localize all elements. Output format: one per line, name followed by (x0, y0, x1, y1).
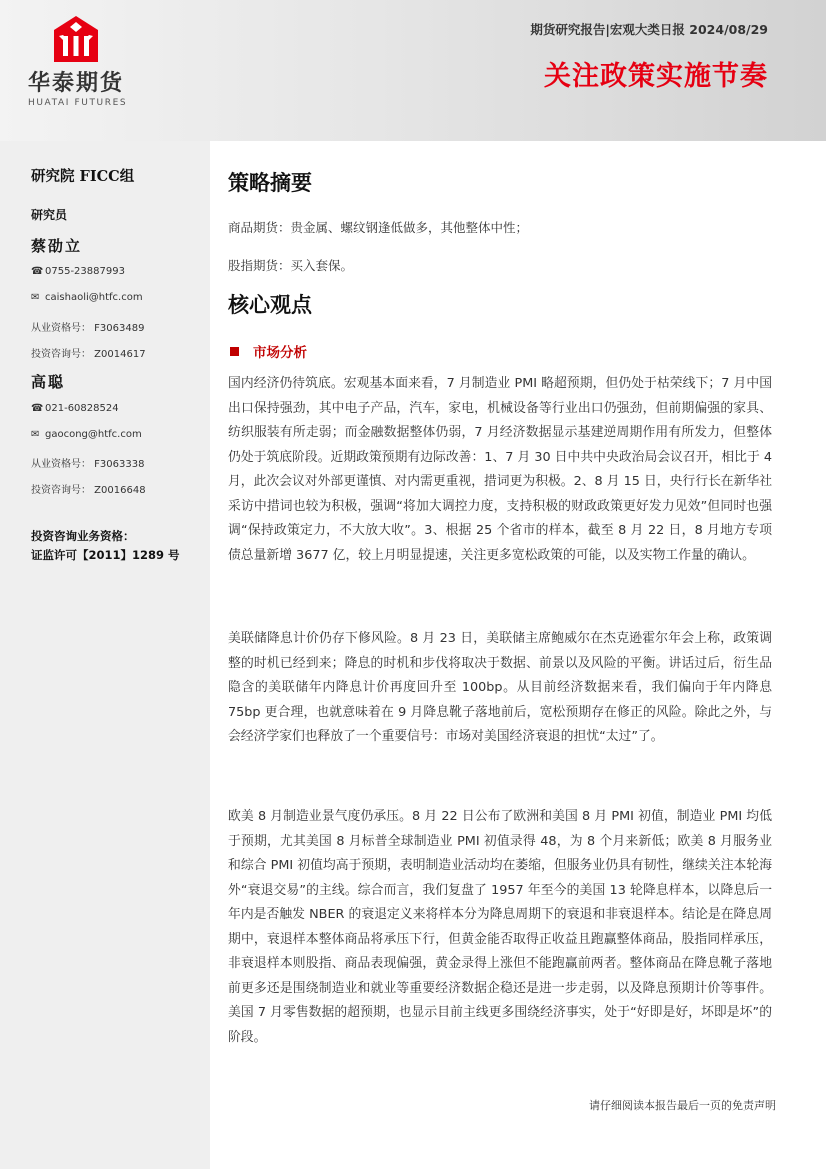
analyst-sidebar (0, 141, 210, 1169)
analysis-paragraph: 国内经济仍待筑底。宏观基本面来看，7 月制造业 PMI 略超预期，但仍处于枯荣线下；7 月中国出口保持强劲，其中电子产品，汽车，家电，机械设备等行业出口仍强劲，但前期偏强的家具、纺织服装有所走弱；而金融数据整体仍弱，7 月经济数据显示基建逆周期作用有所发力，但整体仍处于筑底阶段。近期政策预期有边际改善：1、7 月 30 日中共中央政治局会议召开，相比于 4 月，此次会议对外部更谨慎、对内需更重视，措词更为积极。2、8 月 15 日，央行行长在新华社采访中措词也较为积极，强调“将加大调控力度，支持积极的财政政策更好发力见效”但同时也强调“保持政策定力，不大放大收”。3、根据 25 个省市的样本，截至 8 月 22 日，8 月地方专项债总量新增 3677 亿，较上月明显提速，关注更多宽松政策的可能，以及实物工作量的确认。 (228, 376, 772, 563)
core-views-heading: 核心观点 (228, 293, 312, 317)
qualification-license: 证监许可【2011】1289 号 (31, 548, 180, 562)
analyst-phone-number: 021-60828524 (45, 403, 119, 414)
phone-icon: ☎ (31, 266, 44, 277)
disclaimer-note: 请仔细阅读本报告最后一页的免责声明 (589, 1099, 776, 1112)
analysis-paragraph: 欧美 8 月制造业景气度仍承压。8 月 22 日公布了欧洲和美国 8 月 PMI 初值，制造业 PMI 均低于预期，尤其美国 8 月标普全球制造业 PMI 初值录得 48，为 8 个月来新低；欧美 8 月服务业和综合 PMI 初值均高于预期，表明制造业活动均在萎缩，但服务业仍具有韧性，继续关注本轮海外“衰退交易”的主线。综合而言，我们复盘了 1957 年至今的美国 13 轮降息样本，以降息后一年内是否触发 NBER 的衰退定义来将样本分为降息周期下的衰退和非衰退样本。结论是在降息周期中，衰退样本整体商品将承压下行，但黄金能否取得正收益且跑赢整体商品，股指同样承压，非衰退样本则股指、商品表现偏强，黄金录得上涨但不能跑赢前两者。整体商品在降息靴子落地前更多还是围绕制造业和就业等重要经济数据企稳还是进一步走弱，以及降息预期计价等事件。美国 7 月零售数据的超预期，也显示目前主线更多围绕经济事实，处于“好即是好，坏即是坏”的阶段。 (228, 809, 772, 1045)
research-group: 研究院 FICC组 (31, 168, 135, 185)
analyst-name: 高聪 (31, 373, 66, 391)
report-header (0, 0, 826, 141)
analyst-advisory-cert: 投资咨询号： Z0016648 (31, 485, 146, 496)
company-logo (28, 16, 138, 108)
phone-icon: ☎ (31, 403, 44, 414)
commodity-strategy: 商品期货：贵金属、螺纹钢逢低做多，其他整体中性； (228, 220, 529, 235)
qualification-label: 投资咨询业务资格： (31, 529, 135, 543)
email-icon: ✉ (31, 292, 40, 303)
huatai-logo-icon (54, 16, 98, 62)
analyst-email-address[interactable]: gaocong@htfc.com (45, 429, 142, 440)
analyst-email[interactable] (31, 429, 142, 440)
company-name-cn: 华泰期货 (28, 71, 125, 96)
strategy-heading: 策略摘要 (228, 171, 312, 195)
analyst-advisory-cert: 投资咨询号： Z0014617 (31, 349, 146, 360)
report-title: 关注政策实施节奏 (544, 61, 768, 92)
market-analysis-header (228, 341, 307, 361)
analyst-phone (31, 403, 119, 414)
analyst-practice-cert: 从业资格号： F3063338 (31, 459, 145, 470)
analyst-name: 蔡劭立 (31, 237, 83, 255)
analyst-email[interactable] (31, 292, 143, 303)
bullet-square-icon (230, 347, 239, 356)
analyst-email-address[interactable]: caishaoli@htfc.com (45, 292, 143, 303)
email-icon: ✉ (31, 429, 40, 440)
company-name-en: HUATAI FUTURES (28, 98, 128, 108)
report-type-date: 期货研究报告|宏观大类日报 2024/08/29 (530, 22, 768, 37)
analysis-paragraph: 美联储降息计价仍存下修风险。8 月 23 日，美联储主席鲍威尔在杰克逊霍尔年会上称，政策调整的时机已经到来；降息的时机和步伐将取决于数据、前景以及风险的平衡。讲话过后，衍生品隐含的美联储年内降息计价再度回升至 100bp。从目前经济数据来看，我们偏向于年内降息 75bp 更合理，也就意味着在 9 月降息靴子落地前后，宽松预期存在修正的风险。除此之外，与会经济学家们也释放了一个重要信号：市场对美国经济衰退的担忧“太过”了。 (228, 631, 772, 744)
analyst-phone-number: 0755-23887993 (45, 266, 125, 277)
researcher-label: 研究员 (31, 208, 68, 222)
analyst-phone (31, 266, 125, 277)
section-label: 市场分析 (253, 345, 307, 361)
analyst-practice-cert: 从业资格号： F3063489 (31, 323, 145, 334)
equity-strategy: 股指期货：买入套保。 (228, 258, 354, 273)
